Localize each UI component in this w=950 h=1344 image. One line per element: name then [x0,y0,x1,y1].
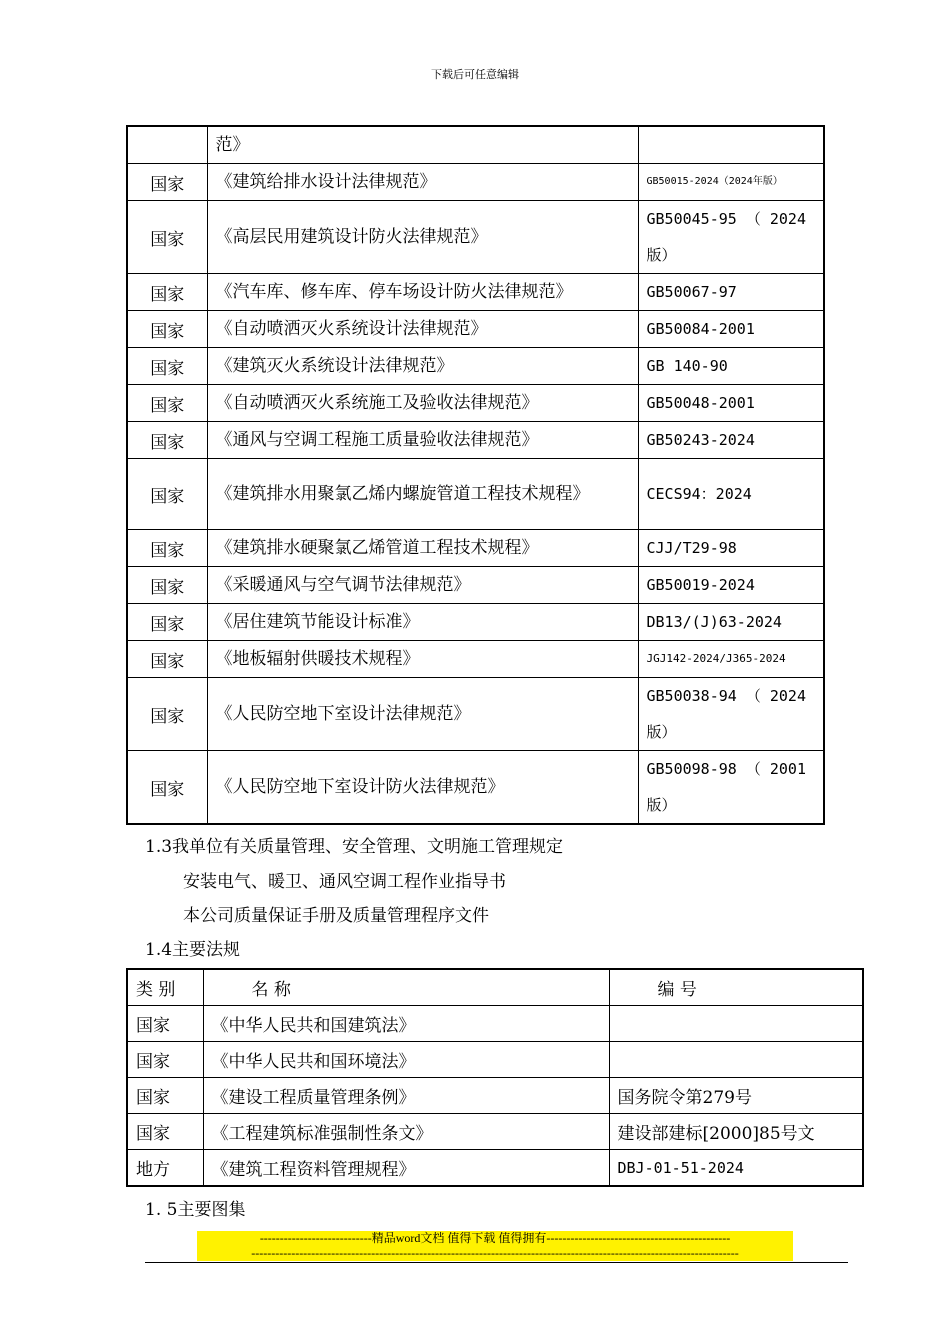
table-row [127,678,824,751]
category-cell: 地方 [127,1150,203,1187]
table-header-row [127,969,863,1006]
table-row [127,422,824,459]
table-row [127,1078,863,1114]
name-cell: 《建筑灭火系统设计法律规范》 [207,348,638,385]
name-cell: 《人民防空地下室设计防火法律规范》 [207,751,638,825]
section-1-3-line1: 安装电气、暖卫、通风空调工程作业指导书 [183,872,506,892]
table-row [127,385,824,422]
category-cell: 国家 [127,641,207,678]
category-cell: 国家 [127,201,207,274]
name-cell: 《采暖通风与空气调节法律规范》 [207,567,638,604]
header-name: 名 称 [203,969,609,1006]
code-cell: 建设部建标[2000]85号文 [609,1114,863,1150]
table-row [127,604,824,641]
name-cell: 《自动喷洒灭火系统设计法律规范》 [207,311,638,348]
category-cell: 国家 [127,678,207,751]
name-cell: 范》 [207,126,638,164]
name-cell: 《自动喷洒灭火系统施工及验收法律规范》 [207,385,638,422]
name-cell: 《地板辐射供暖技术规程》 [207,641,638,678]
code-cell: CJJ/T29-98 [638,530,824,567]
table-row [127,126,824,164]
category-cell: 国家 [127,422,207,459]
table-row [127,459,824,530]
section-1-3-heading: 1.3我单位有关质量管理、安全管理、文明施工管理规定 [145,837,564,857]
code-cell: GB50038-94 （ 2024版） [638,678,824,751]
footer-banner-line1: ----------------------------精品word文档 值得下载 值得拥有---------------------------------------------- [197,1231,793,1246]
code-cell: 国务院令第279号 [609,1078,863,1114]
name-cell: 《汽车库、修车库、停车场设计防火法律规范》 [207,274,638,311]
standards-table [126,125,825,825]
code-cell [609,1042,863,1078]
table-row [127,164,824,201]
code-cell: GB50084-2001 [638,311,824,348]
table-row [127,201,824,274]
category-cell: 国家 [127,604,207,641]
category-cell: 国家 [127,751,207,825]
table-row [127,1150,863,1187]
name-cell: 《人民防空地下室设计法律规范》 [207,678,638,751]
name-cell: 《建筑工程资料管理规程》 [203,1150,609,1187]
code-cell [609,1006,863,1042]
table-row [127,641,824,678]
table-row [127,567,824,604]
code-cell: GB 140-90 [638,348,824,385]
code-cell: GB50045-95 （ 2024版） [638,201,824,274]
name-cell: 《建筑排水硬聚氯乙烯管道工程技术规程》 [207,530,638,567]
category-cell: 国家 [127,530,207,567]
name-cell: 《建设工程质量管理条例》 [203,1078,609,1114]
code-cell: GB50243-2024 [638,422,824,459]
header-code: 编 号 [609,969,863,1006]
header-category: 类 别 [127,969,203,1006]
table-row [127,274,824,311]
section-1-3-line2: 本公司质量保证手册及质量管理程序文件 [183,906,489,926]
code-cell [638,126,824,164]
category-cell: 国家 [127,1078,203,1114]
name-cell: 《中华人民共和国环境法》 [203,1042,609,1078]
section-1-4-heading: 1.4主要法规 [145,940,241,960]
category-cell: 国家 [127,1042,203,1078]
header-note: 下载后可任意编辑 [431,68,519,81]
category-cell: 国家 [127,459,207,530]
table-row [127,1114,863,1150]
table-row [127,530,824,567]
code-cell: GB50015-2024（2024年版） [638,164,824,201]
category-cell [127,126,207,164]
name-cell: 《居住建筑节能设计标准》 [207,604,638,641]
category-cell: 国家 [127,1006,203,1042]
regulations-table [126,968,864,1187]
name-cell: 《工程建筑标准强制性条文》 [203,1114,609,1150]
code-cell: JGJ142-2024/J365-2024 [638,641,824,678]
table-row [127,1042,863,1078]
code-cell: DB13/(J)63-2024 [638,604,824,641]
category-cell: 国家 [127,311,207,348]
code-cell: GB50048-2001 [638,385,824,422]
name-cell: 《中华人民共和国建筑法》 [203,1006,609,1042]
name-cell: 《通风与空调工程施工质量验收法律规范》 [207,422,638,459]
footer-banner-line2: -------------------------------------------------------------------------------------------------------------------------- [197,1246,793,1261]
table-row [127,1006,863,1042]
category-cell: 国家 [127,274,207,311]
table-row [127,751,824,825]
code-cell: DBJ-01-51-2024 [609,1150,863,1187]
table-row [127,348,824,385]
code-cell: GB50019-2024 [638,567,824,604]
category-cell: 国家 [127,348,207,385]
category-cell: 国家 [127,164,207,201]
section-1-5-heading: 1. 5主要图集 [145,1200,246,1220]
category-cell: 国家 [127,385,207,422]
footer-divider [145,1262,848,1263]
category-cell: 国家 [127,567,207,604]
name-cell: 《建筑排水用聚氯乙烯内螺旋管道工程技术规程》 [207,459,638,530]
category-cell: 国家 [127,1114,203,1150]
code-cell: GB50067-97 [638,274,824,311]
code-cell: GB50098-98 （ 2001版） [638,751,824,825]
code-cell: CECS94：2024 [638,459,824,530]
name-cell: 《建筑给排水设计法律规范》 [207,164,638,201]
table-row [127,311,824,348]
name-cell: 《高层民用建筑设计防火法律规范》 [207,201,638,274]
